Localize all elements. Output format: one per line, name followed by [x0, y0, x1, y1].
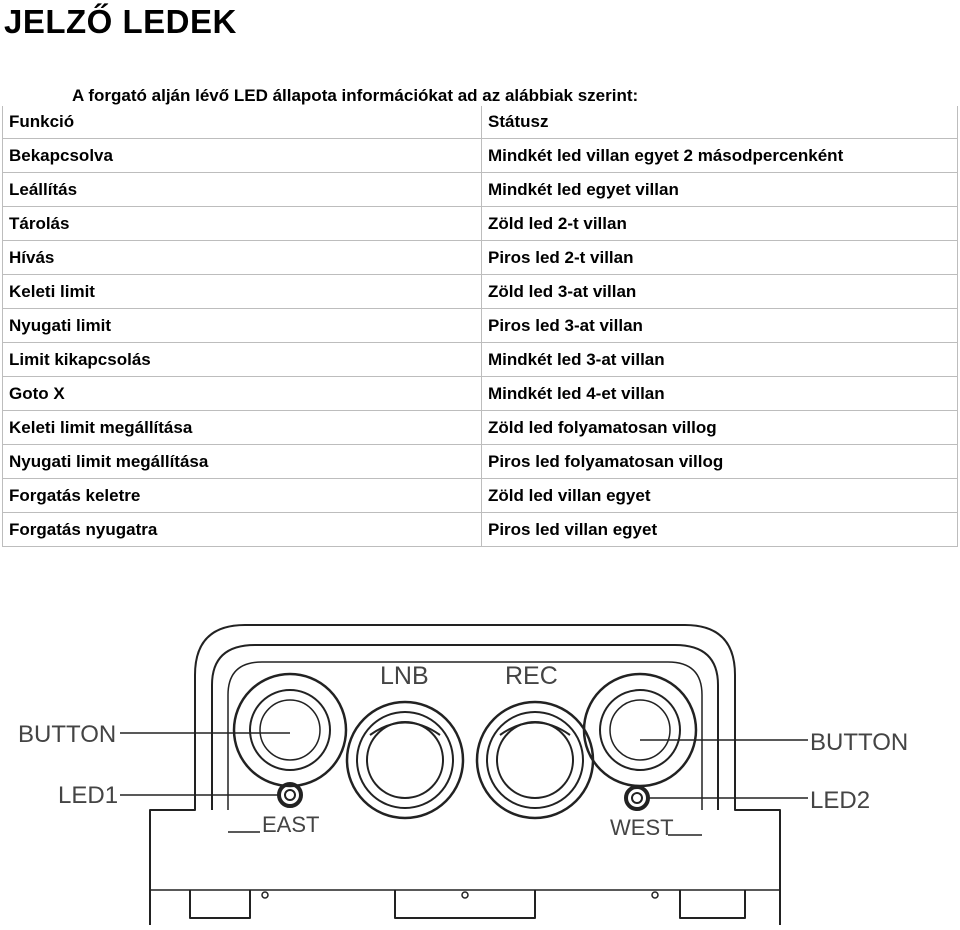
status-cell: Piros led villan egyet [482, 513, 958, 547]
label-west: WEST [610, 815, 674, 840]
status-cell: Zöld led 2-t villan [482, 207, 958, 241]
label-lnb: LNB [380, 662, 429, 690]
table-row [3, 309, 958, 343]
function-cell: Leállítás [3, 173, 482, 207]
status-cell: Mindkét led 3-at villan [482, 343, 958, 377]
table-row [3, 173, 958, 207]
status-cell: Zöld led 3-at villan [482, 275, 958, 309]
table-row [3, 275, 958, 309]
table-row [3, 445, 958, 479]
table-row [3, 207, 958, 241]
status-cell: Zöld led villan egyet [482, 479, 958, 513]
table-row [3, 479, 958, 513]
screw-hole [262, 892, 268, 898]
led-status-table [2, 106, 958, 547]
label-led1: LED1 [58, 782, 119, 809]
function-cell: Forgatás keletre [3, 479, 482, 513]
header-function: Funkció [3, 106, 482, 139]
foot-center [395, 890, 535, 918]
label-button-left: BUTTON [18, 721, 117, 748]
header-status: Státusz [482, 106, 958, 139]
label-button-right: BUTTON [810, 729, 909, 756]
screw-hole [462, 892, 468, 898]
page-title: JELZŐ LEDEK [4, 3, 237, 40]
status-cell: Piros led 3-at villan [482, 309, 958, 343]
rec-connector [477, 702, 593, 818]
intro-text: A forgató alján lévő LED állapota információkat ad az alábbiak szerint: [72, 86, 639, 105]
table-row [3, 411, 958, 445]
label-east: EAST [262, 812, 320, 837]
function-cell: Tárolás [3, 207, 482, 241]
function-cell: Goto X [3, 377, 482, 411]
screw-hole [652, 892, 658, 898]
status-cell: Piros led folyamatosan villog [482, 445, 958, 479]
function-cell: Nyugati limit [3, 309, 482, 343]
status-cell: Mindkét led 4-et villan [482, 377, 958, 411]
function-cell: Forgatás nyugatra [3, 513, 482, 547]
table-row [3, 139, 958, 173]
function-cell: Keleti limit megállítása [3, 411, 482, 445]
led1-indicator [279, 784, 301, 806]
status-cell: Mindkét led villan egyet 2 másodpercenként [482, 139, 958, 173]
table-row [3, 377, 958, 411]
function-cell: Bekapcsolva [3, 139, 482, 173]
status-cell: Zöld led folyamatosan villog [482, 411, 958, 445]
led2-indicator [626, 787, 648, 809]
label-led2: LED2 [810, 787, 871, 814]
function-cell: Nyugati limit megállítása [3, 445, 482, 479]
button-left [234, 674, 346, 786]
table-row [3, 241, 958, 275]
housing-outline [150, 625, 780, 925]
function-cell: Hívás [3, 241, 482, 275]
label-rec: REC [505, 662, 558, 690]
table-header-row [3, 106, 958, 139]
foot-left [190, 890, 250, 918]
button-right [584, 674, 696, 786]
status-cell: Mindkét led egyet villan [482, 173, 958, 207]
positioner-bottom-diagram [0, 600, 960, 925]
table-row [3, 513, 958, 547]
foot-right [680, 890, 745, 918]
table-row [3, 343, 958, 377]
status-cell: Piros led 2-t villan [482, 241, 958, 275]
function-cell: Keleti limit [3, 275, 482, 309]
function-cell: Limit kikapcsolás [3, 343, 482, 377]
lnb-connector [347, 702, 463, 818]
